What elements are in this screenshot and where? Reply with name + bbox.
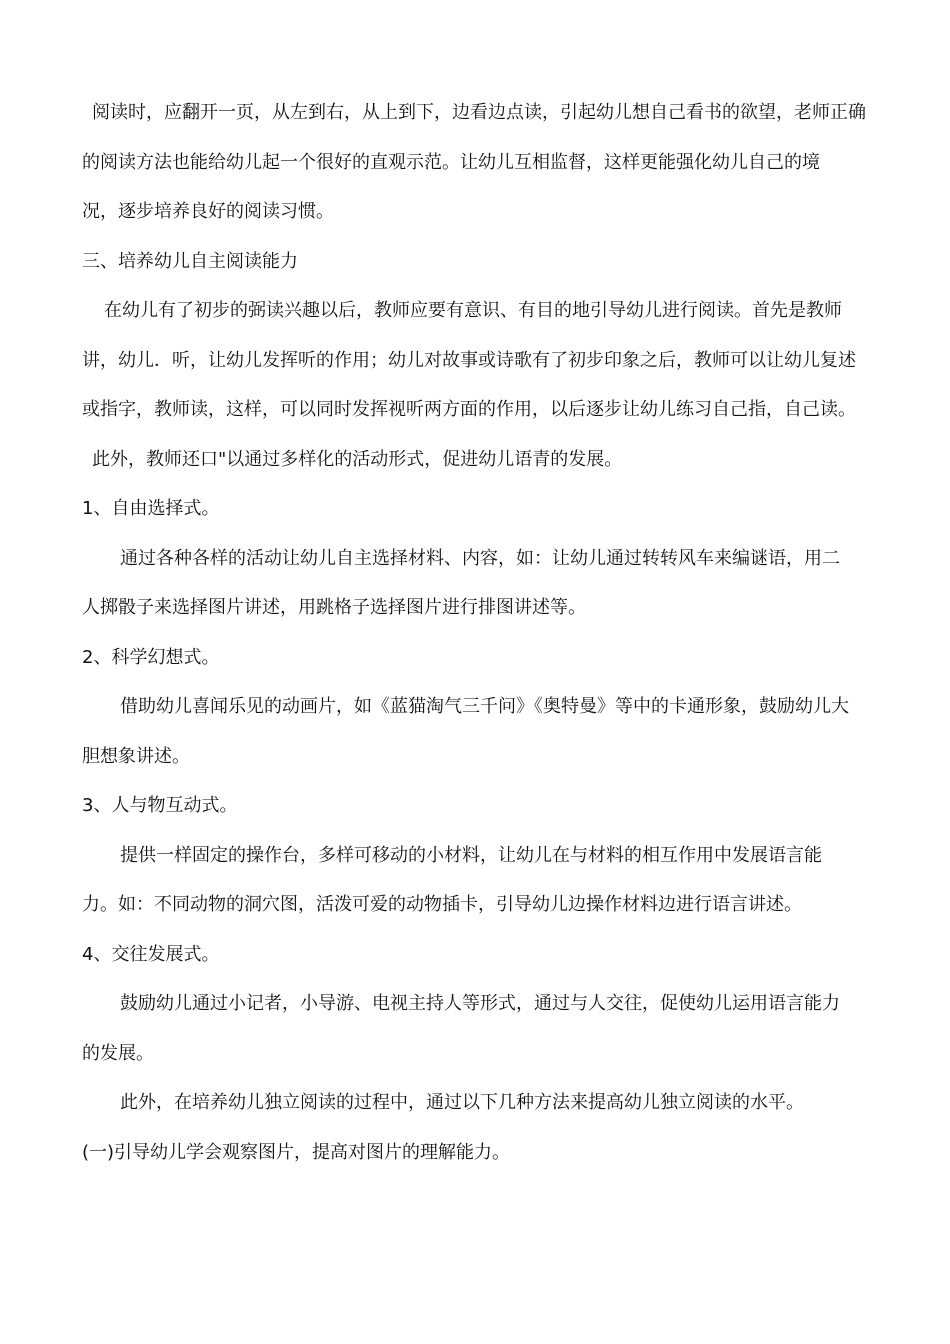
text-line: 的阅读方法也能给幼儿起一个很好的直观示范。让幼儿互相监督，这样更能强化幼儿自己的境 — [82, 151, 820, 173]
text-line: 此外，教师还口"以通过多样化的活动形式，促进幼儿语青的发展。 — [92, 448, 623, 470]
text-line: 鼓励幼儿通过小记者，小导游、电视主持人等形式，通过与人交往，促使幼儿运用语言能力 — [120, 993, 840, 1014]
list-heading: 4、交往发展式。 — [82, 943, 220, 965]
text-line: 阅读时，应翻开一页，从左到右，从上到下，边看边点读，引起幼儿想自己看书的欲望，老师正确 — [92, 102, 866, 123]
document-page — [82, 88, 870, 1177]
text-line: 胆想象讲述。 — [82, 745, 190, 767]
text-line: 力。如：不同动物的洞穴图，活泼可爱的动物插卡，引导幼儿边操作材料边进行语言讲述。 — [82, 894, 802, 915]
text-line: 借助幼儿喜闻乐见的动画片，如《蓝猫淘气三千问》《奥特曼》等中的卡通形象，鼓励幼儿大 — [120, 696, 849, 717]
list-heading: 3、人与物互动式。 — [82, 795, 238, 816]
text-line: 提供一样固定的操作台，多样可移动的小材料，让幼儿在与材料的相互作用中发展语言能 — [120, 844, 822, 866]
section-heading: 三、培养幼儿自主阅读能力 — [82, 250, 298, 272]
list-heading: 2、科学幻想式。 — [82, 646, 220, 668]
text-line: 人掷骰子来选择图片讲述，用跳格子选择图片进行排图讲述等。 — [82, 597, 586, 618]
text-line: 的发展。 — [82, 1042, 154, 1064]
text-line: 或指字，教师读，这样，可以同时发挥视听两方面的作用，以后逐步让幼儿练习自己指，自己读。 — [82, 399, 856, 420]
text-line: 讲，幼儿．听，让幼儿发挥听的作用；幼儿对故事或诗歌有了初步印象之后，教师可以让幼儿复述 — [82, 349, 856, 371]
text-line: 通过各种各样的活动让幼儿自主选择材料、内容，如：让幼儿通过转转风车来编谜语，用二 — [120, 547, 840, 569]
subsection-heading: (一)引导幼儿学会观察图片，提高对图片的理解能力。 — [82, 1141, 511, 1163]
text-line: 在幼儿有了初步的弼读兴趣以后，教师应要有意识、有目的地引导幼儿进行阅读。首先是教师 — [104, 300, 842, 321]
text-line: 此外，在培养幼儿独立阅读的过程中，通过以下几种方法来提高幼儿独立阅读的水平。 — [120, 1092, 804, 1113]
list-heading: 1、自由选择式。 — [82, 498, 220, 519]
text-line: 况，逐步培养良好的阅读习惯。 — [82, 201, 334, 222]
